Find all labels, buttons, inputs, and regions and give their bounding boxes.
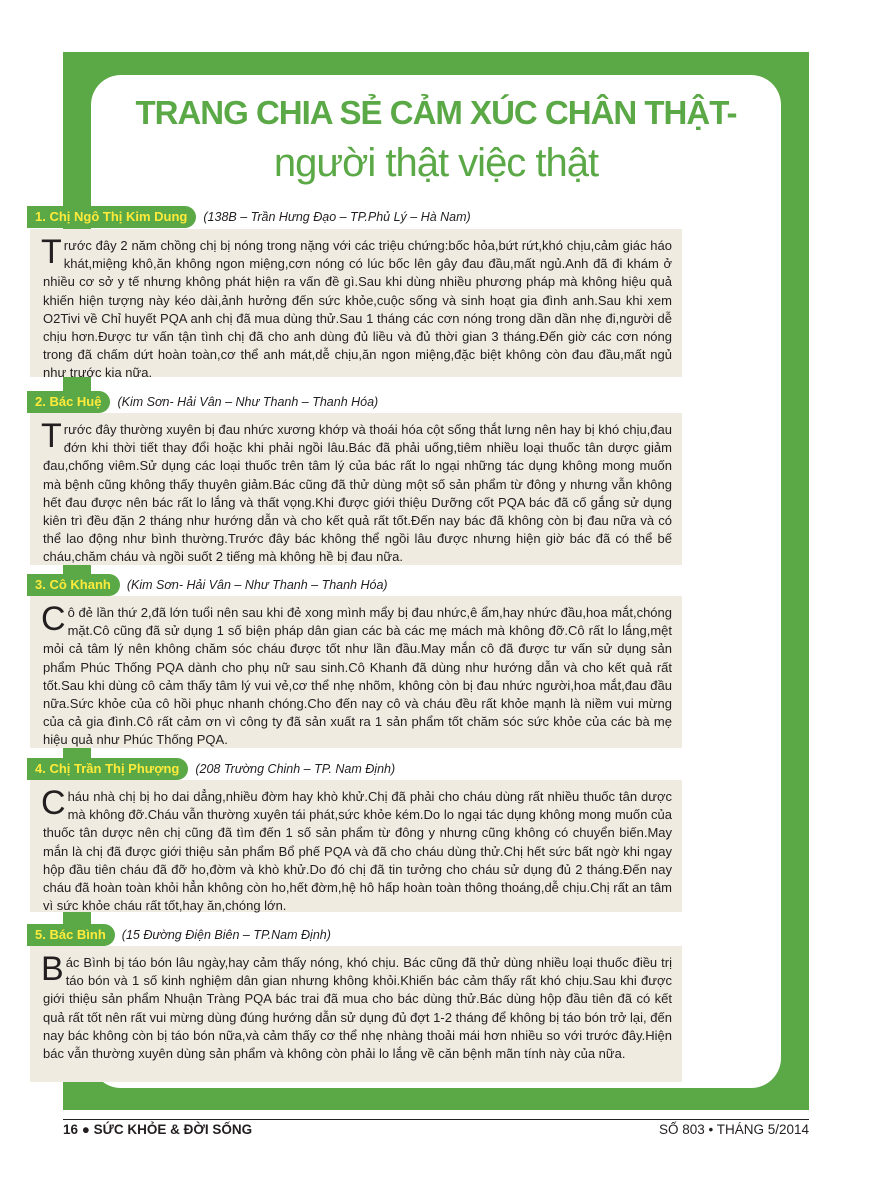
entry-header-2: [27, 391, 378, 413]
entry-text: ô đẻ lần thứ 2,đã lớn tuổi nên sau khi đẻ xong mình mẩy bị đau nhức,ê ẩm,hay nhức đầu,hoa mắt,chóng mặt.Cô cũng đã sử dụng 1 số biện pháp dân gian các bà các mẹ mách mà không đỡ.Cô rất lo lắng,mệt mỏi cả tâm lý nên không chăm sóc cháu được tốt như lần đầu.May mắn cô đã được tư vấn sử dụng sản phẩm Phúc Thống PQA dành cho phụ nữ sau sinh.Cô Khanh đã dùng như hướng dẫn và cho kết quả rất tốt.Sau khi dùng cô cảm thấy tâm lý vui vẻ,cơ thể nhẹ nhõm, không còn bị đau nhức người,hoa mắt,đau đầu nữa.Sức khỏe của cô hồi phục nhanh chóng.Cho đến nay cô và cháu đều rất khỏe mạnh là niềm vui mừng của cả gia đình.Cô rất cảm ơn vì công ty đã sản xuất ra 1 sản phẩm tốt chăm sóc sức khỏe của các bà mẹ hiệu quả như Phúc Thống PQA.: [43, 605, 672, 748]
entry-text: ác Bình bị táo bón lâu ngày,hay cảm thấy nóng, khó chịu. Bác cũng đã thử dùng nhiều loại thuốc điều trị táo bón và 1 số kinh nghiệm dân gian nhưng không khỏi.Khiến bác cảm thấy rất khó chịu.Sau khi được giới thiệu sản phẩm Nhuận Tràng PQA bác trai đã mua cho bác dùng thử.Bác dùng hộp đầu tiên đã có kết quả rất tốt nên rất vui mừng dùng đúng hướng dẫn sử dụng đủ đợt 1-2 tháng để không bị táo bón trở lại, đến nay bác không còn bị táo bón nữa,và cảm thấy cơ thể nhẹ nhàng thoải mái hơn nhiều so với trước đây.Hiện bác vẫn thường xuyên dùng sản phẩm và không còn phải lo lắng về căn bệnh mãn tính này của nữa.: [43, 955, 672, 1062]
entry-header-5: [27, 924, 331, 946]
entry-text: rước đây 2 năm chồng chị bị nóng trong nặng với các triệu chứng:bốc hỏa,bứt rứt,khó chịu,cảm giác háo khát,miệng khô,ăn không ngon miệng,cơn nóng có lúc bốc lên gây đau đầu,mất ngủ.Anh đã đi khám ở nhiều cơ sở y tế nhưng không phát hiện ra vấn đề gì.Sau khi dùng nhiều phương pháp mà không hiệu quả khiến hiện tượng này kéo dài,ảnh hưởng đến sức khỏe,cuộc sống và sinh hoạt gia đình anh.Sau khi xem O2Tivi về Chỉ huyết PQA anh chị đã mua dùng thử.Sau 1 tháng các cơn nóng trong dần dần nhẹ đi,người dễ chịu hơn.Được tư vấn tận tình chị đã cho anh dùng đủ liều và đủ thời gian 3 tháng.Đến giờ các cơn nóng trong đã chấm dứt hoàn toàn,cơ thể anh mát,dễ chịu,ăn ngon miệng,đặc biệt không còn đau đầu,mất ngủ như trước kia nữa.: [43, 238, 672, 381]
drop-cap: B: [41, 950, 64, 988]
entry-body-5: [30, 946, 682, 1082]
entry-body-3: [30, 596, 682, 748]
entry-header-3: [27, 574, 388, 596]
drop-cap: C: [41, 600, 66, 638]
entry-header-4: [27, 758, 395, 780]
entry-address: (208 Trường Chinh – TP. Nam Định): [195, 762, 396, 776]
page-title: TRANG CHIA SẺ CẢM XÚC CHÂN THẬT-: [135, 94, 737, 131]
entry-name: 4. Chị Trần Thị Phượng: [27, 758, 188, 780]
drop-cap: T: [41, 417, 62, 455]
entry-address: (Kim Sơn- Hải Vân – Như Thanh – Thanh Hóa): [117, 395, 379, 409]
entry-name: 1. Chị Ngô Thị Kim Dung: [27, 206, 196, 228]
footer-page-info: 16 ● SỨC KHỎE & ĐỜI SỐNG: [63, 1122, 253, 1137]
drop-cap: T: [41, 233, 62, 271]
entry-address: (15 Đường Điện Biên – TP.Nam Định): [121, 928, 331, 942]
page-subtitle: người thật việc thật: [273, 141, 599, 185]
footer-divider: [63, 1119, 809, 1120]
entry-name: 3. Cô Khanh: [27, 574, 120, 596]
entry-header-1: [27, 206, 471, 228]
entry-name: 2. Bác Huệ: [27, 391, 110, 413]
entry-address: (Kim Sơn- Hải Vân – Như Thanh – Thanh Hóa): [126, 578, 388, 592]
entry-text: rước đây thường xuyên bị đau nhức xương khớp và thoái hóa cột sống thắt lưng nên hay bị khó chịu,đau đớn khi thời tiết thay đổi hoặc khi phải ngồi lâu.Bác đã phải uống,tiêm nhiều loại thuốc tân dược giảm đau,chống viêm.Sử dụng các loại thuốc trên tâm lý của bác rất lo ngại những tác dụng không mong muốn mà bệnh cũng không thấy thuyên giảm.Bác cũng đã thử dùng một số sản phẩm từ đông y nhưng vẫn không hết đau được nên bác rất lo lắng và thất vọng.Khi được giới thiệu Dưỡng cốt PQA bác đã cố gắng sử dụng kiên trì đều đặn 2 tháng như hướng dẫn và cho kết quả rất tốt.Đến nay bác đã không còn bị đau nữa và có thể lao động như bình thường.Trước đây bác không thể ngồi lâu được nhưng hiện giờ bác đã có thể bế cháu,chăm cháu và ngồi suốt 2 tiếng mà không hề bị đau nữa.: [43, 422, 672, 565]
entry-text: háu nhà chị bị ho dai dẳng,nhiều đờm hay khò khử.Chị đã phải cho cháu dùng rất nhiều thuốc tân dược mà không đỡ.Cháu vẫn thường xuyên tái phát,sức khỏe kém.Do lo ngại tác dụng không mong muốn của thuốc tân dược nên chị cũng đã tìm đến 1 số sản phẩm từ đông y nhưng cũng không có chuyển biến.May mắn là chị đã được giới thiệu sản phẩm Bổ phế PQA và đã cho cháu dùng thử.Chị hết sức bất ngờ khi ngay hộp đầu tiên cháu đã đỡ ho,đờm và khò khử.Do đó chị đã tin tưởng cho cháu sử dụng đủ 2 tháng.Đến nay cháu đã hoàn toàn khỏi hẳn không còn ho,hết đờm,hệ hô hấp hoàn toàn thông thoáng,dễ chịu.Chị rất an tâm vì sức khỏe cháu rất tốt,hay ăn,chóng lớn.: [43, 789, 672, 914]
entry-body-1: [30, 229, 682, 381]
drop-cap: C: [41, 784, 66, 822]
entry-address: (138B – Trần Hưng Đạo – TP.Phủ Lý – Hà Nam): [203, 210, 471, 224]
entry-body-2: [30, 413, 682, 565]
entry-name: 5. Bác Bình: [27, 924, 115, 946]
footer-issue-info: SỐ 803 • THÁNG 5/2014: [658, 1122, 809, 1137]
entry-body-4: [30, 780, 682, 912]
